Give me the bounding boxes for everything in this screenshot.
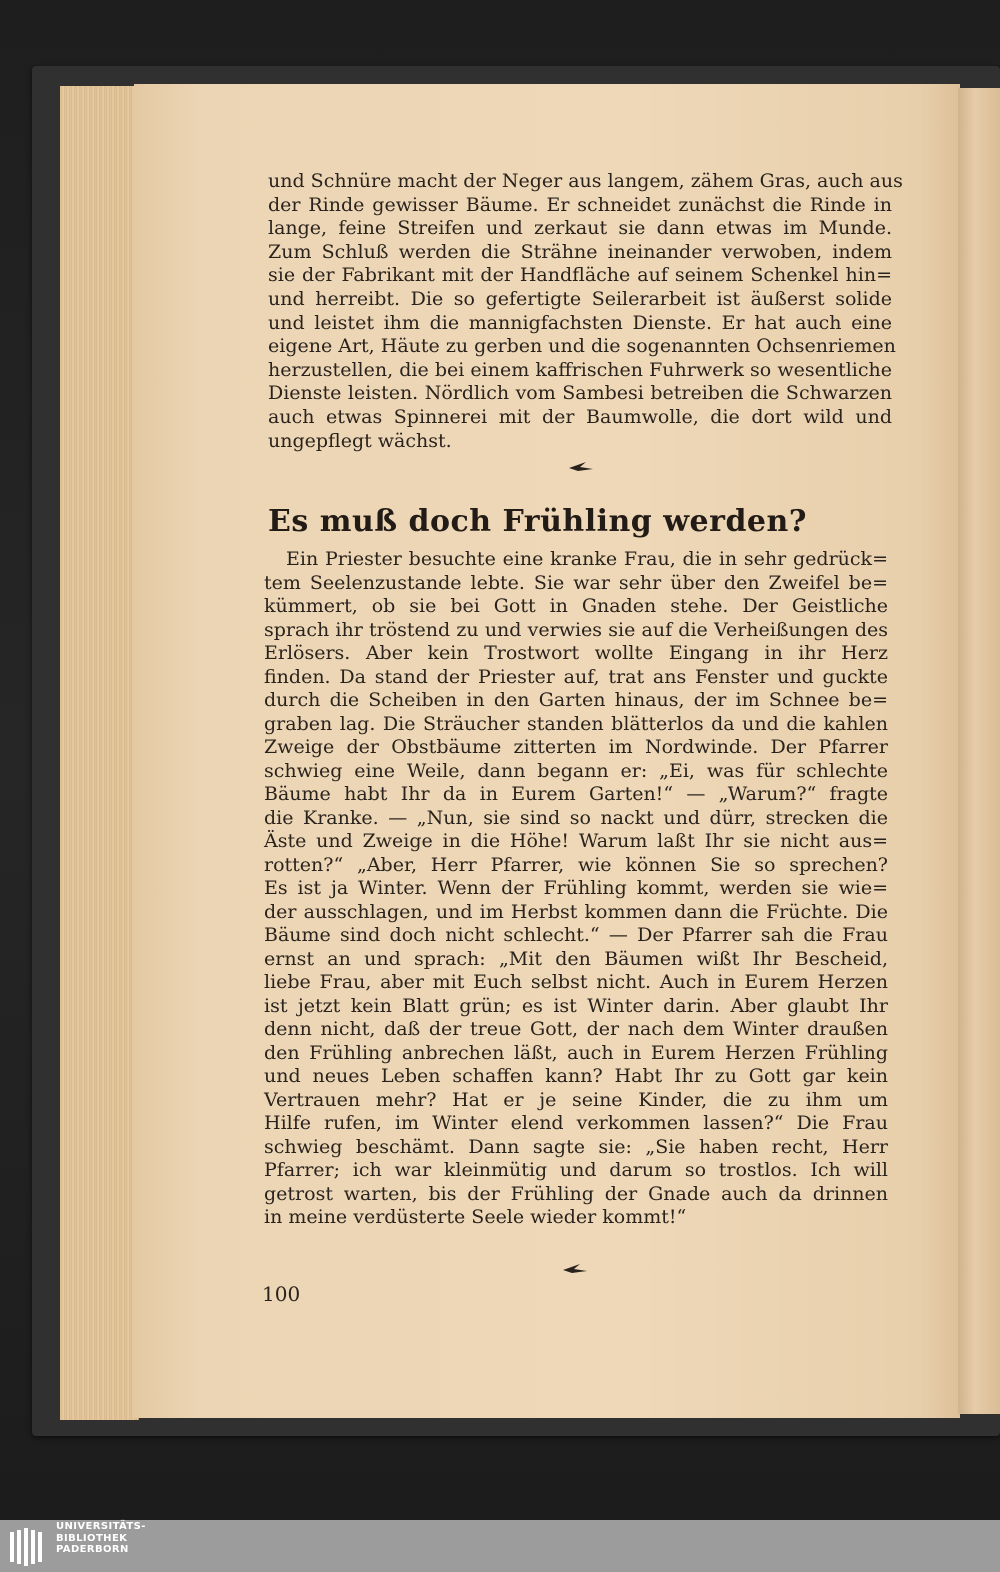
text-line: und neues Leben schaffen kann? Habt Ihr zu Gott gar kein (264, 1065, 888, 1087)
next-page-edge (958, 88, 1000, 1414)
text-line: die Kranke. — „Nun, sie sind so nackt und dürr, strecken die (264, 806, 888, 829)
page-edges (60, 86, 139, 1420)
section-heading: Es muß doch Frühling werden? (268, 504, 807, 539)
fleuron-ornament-icon (566, 456, 596, 476)
text-line: Bäume habt Ihr da in Eurem Garten!“ — „Warum?“ fragte (264, 783, 888, 805)
text-line: Es ist ja Winter. Wenn der Frühling kommt, werden sie wie= (264, 877, 888, 899)
text-line: und herreibt. Die so gefertigte Seilerarbeit ist äußerst solide (268, 287, 892, 310)
text-line: ungepflegt wächst. (268, 429, 452, 452)
story-paragraph (264, 548, 888, 1230)
text-line: liebe Frau, aber mit Euch selbst nicht. Auch in Eurem Herzen (264, 971, 888, 993)
text-line: tem Seelenzustande lebte. Sie war sehr über den Zweifel be= (264, 571, 888, 594)
text-line: Ein Priester besuchte eine kranke Frau, die in sehr gedrück= (286, 548, 888, 570)
text-line: in meine verdüsterte Seele wieder kommt!“ (264, 1206, 687, 1228)
text-line: sie der Fabrikant mit der Handfläche auf seinem Schenkel hin= (268, 264, 892, 287)
text-line: rotten?“ „Aber, Herr Pfarrer, wie können Sie so sprechen? (264, 853, 888, 876)
text-line: getrost warten, bis der Frühling der Gnade auch da drinnen (264, 1182, 888, 1205)
text-line: sprach ihr tröstend zu und verwies sie auf die Verheißungen des (264, 618, 888, 641)
text-line: Erlösers. Aber kein Trostwort wollte Eingang in ihr Herz (264, 642, 888, 664)
library-name-line: UNIVERSITÄTS- (56, 1521, 146, 1532)
library-name-line: BIBLIOTHEK (56, 1532, 128, 1544)
text-line: Äste und Zweige in die Höhe! Warum laßt Ihr sie nicht aus= (264, 830, 888, 852)
text-line: schwieg eine Weile, dann begann er: „Ei, was für schlechte (264, 759, 888, 782)
text-line: ist jetzt kein Blatt grün; es ist Winter darin. Aber glaubt Ihr (264, 994, 888, 1017)
text-line: Zweige der Obstbäume zitterten im Nordwinde. Der Pfarrer (264, 736, 888, 758)
text-line: ernst an und sprach: „Mit den Bäumen wißt Ihr Bescheid, (264, 947, 888, 970)
text-line: schwieg beschämt. Dann sagte sie: „Sie haben recht, Herr (264, 1135, 888, 1158)
text-line: der Rinde gewisser Bäume. Er schneidet zunächst die Rinde in (268, 193, 892, 216)
text-line: durch die Scheiben in den Garten hinaus, der im Schnee be= (264, 689, 888, 711)
text-line: Zum Schluß werden die Strähne ineinander verwoben, indem (268, 240, 892, 263)
paragraph-continued (268, 170, 903, 453)
text-line: denn nicht, daß der treue Gott, der nach dem Winter draußen (264, 1018, 888, 1040)
text-line: Vertrauen mehr? Hat er je seine Kinder, die zu ihm um (264, 1088, 888, 1111)
text-line: lange, feine Streifen und zerkaut sie dann etwas im Munde. (268, 217, 892, 240)
text-line: kümmert, ob sie bei Gott in Gnaden stehe. Der Geistliche (264, 595, 888, 617)
text-line: herzustellen, die bei einem kaffrischen Fuhrwerk so wesentliche (268, 358, 892, 381)
text-line: und leistet ihm die mannigfachsten Dienste. Er hat auch eine (268, 311, 892, 334)
text-line: eigene Art, Häute zu gerben und die sogenannten Ochsenriemen (268, 335, 896, 358)
text-line: der ausschlagen, und im Herbst kommen dann die Früchte. Die (264, 900, 888, 923)
page-number: 100 (262, 1282, 301, 1306)
fleuron-ornament-icon (560, 1258, 590, 1278)
library-name (56, 1521, 146, 1556)
footer-bar (0, 1520, 1000, 1572)
text-line: graben lag. Die Sträucher standen blätterlos da und die kahlen (264, 712, 888, 735)
text-line: Dienste leisten. Nördlich vom Sambesi betreiben die Schwarzen (268, 382, 892, 405)
text-line: Bäume sind doch nicht schlecht.“ — Der Pfarrer sah die Frau (264, 924, 888, 946)
library-name-line: PADERBORN (56, 1544, 129, 1555)
text-line: auch etwas Spinnerei mit der Baumwolle, die dort wild und (268, 405, 892, 428)
library-logo-icon (8, 1526, 48, 1568)
text-line: Hilfe rufen, im Winter elend verkommen lassen?“ Die Frau (264, 1112, 888, 1134)
text-line: Pfarrer; ich war kleinmütig und darum so trostlos. Ich will (264, 1159, 888, 1181)
text-line: finden. Da stand der Priester auf, trat ans Fenster und guckte (264, 665, 888, 688)
text-line: und Schnüre macht der Neger aus langem, zähem Gras, auch aus (268, 170, 903, 192)
text-line: den Frühling anbrechen läßt, auch in Eurem Herzen Frühling (264, 1041, 888, 1064)
